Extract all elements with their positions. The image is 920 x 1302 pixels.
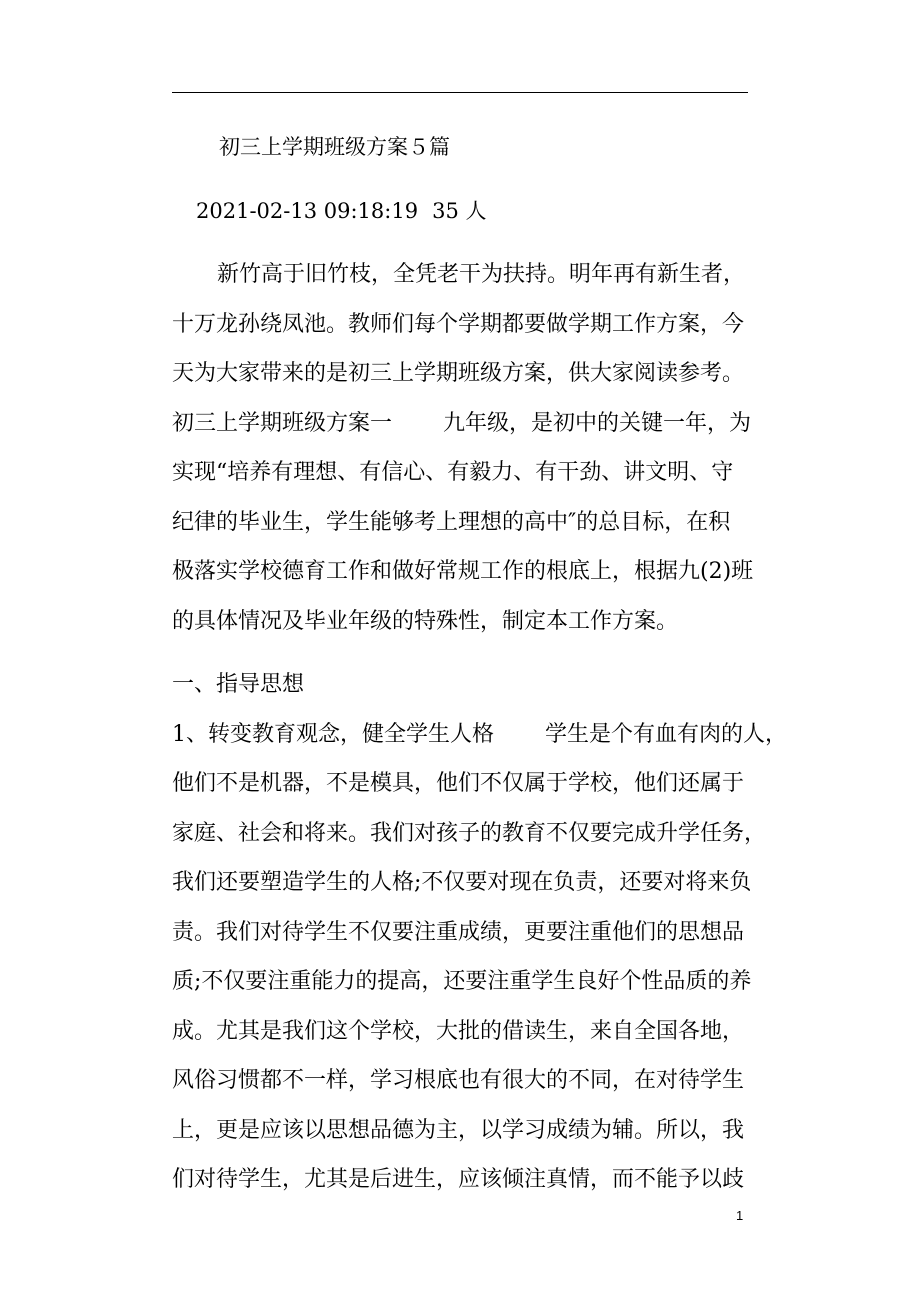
paragraph-line: 他们不是机器，不是模具，他们不仅属于学校，他们还属于 [172,771,745,796]
paragraph-line: 成。尤其是我们这个学校，大批的借读生，来自全国各地， [172,1018,745,1044]
paragraph-line: 天为大家带来的是初三上学期班级方案，供大家阅读参考。 [172,361,745,386]
paragraph-line: 家庭、社会和将来。我们对孩子的教育不仅要完成升学任务， [172,820,767,846]
paragraph-line: 我们还要塑造学生的人格;不仅要对现在负责，还要对将来负 [172,870,752,895]
page-number: 1 [736,1208,744,1223]
paragraph-line: 责。我们对待学生不仅要注重成绩，更要注重他们的思想品 [172,919,745,945]
paragraph-line: 的具体情况及毕业年级的特殊性，制定本工作方案。 [172,608,679,634]
paragraph-line: 1、转变教育观念，健全学生人格 学生是个有血有肉的人， [172,721,787,747]
paragraph-line: 十万龙孙绕凤池。教师们每个学期都要做学期工作方案，今 [172,311,745,337]
paragraph-line: 极落实学校德育工作和做好常规工作的根底上，根据九(2)班 [172,559,754,584]
document-meta [196,196,486,226]
paragraph-line: 初三上学期班级方案一 九年级，是初中的关键一年，为 [172,410,751,436]
document-title: 初三上学期班级方案５篇 [219,135,450,159]
paragraph-line: 新竹高于旧竹枝，全凭老干为扶持。明年再有新生者， [217,262,746,287]
document-body [172,250,787,1205]
paragraph-line: 风俗习惯都不一样，学习根底也有很大的不同，在对待学生 [172,1068,745,1093]
paragraph-line: 实现“培养有理想、有信心、有毅力、有干劲、讲文明、守 [172,460,734,485]
paragraph-line: 质;不仅要注重能力的提高，还要注重学生良好个性品质的养 [172,969,752,994]
paragraph-line: 上，更是应该以思想品德为主，以学习成绩为辅。所以，我 [172,1117,745,1143]
reader-count: 35 人 [432,199,487,223]
paragraph-line: 纪律的毕业生，学生能够考上理想的高中″的总目标，在积 [172,509,731,535]
section-heading: 一、指导思想 [172,672,305,697]
header-rule [172,92,748,93]
paragraph-line: 们对待学生，尤其是后进生，应该倾注真情，而不能予以歧 [172,1167,745,1192]
publish-date: 2021-02-13 09:18:19 [196,199,419,223]
